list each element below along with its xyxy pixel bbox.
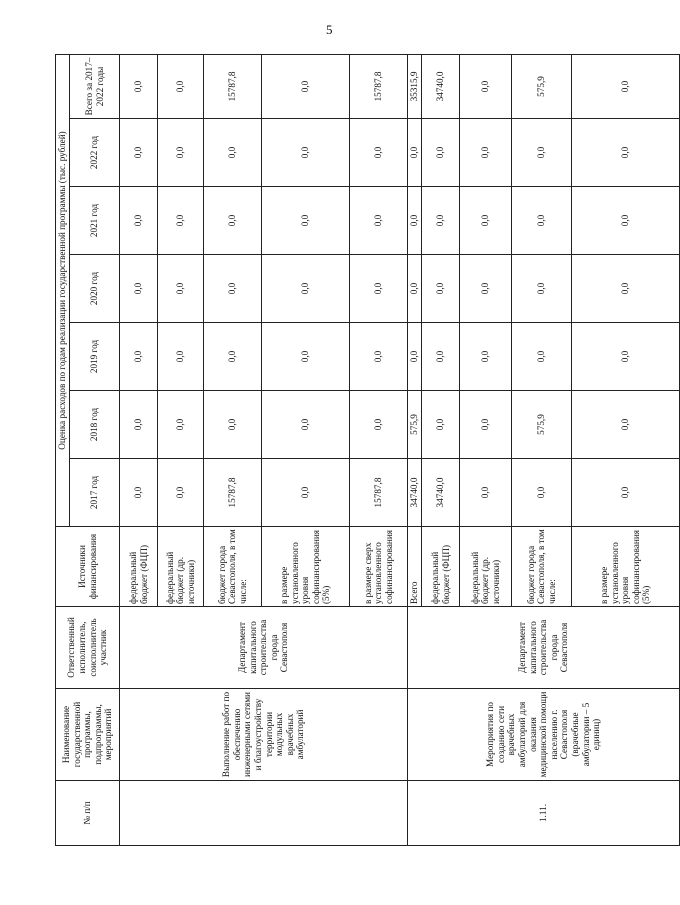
value-cell: 0,0 (158, 119, 204, 187)
source-cell: федеральный бюджет (ФЦП) (120, 527, 158, 607)
value-cell: 0,0 (158, 255, 204, 323)
value-cell: 15787,8 (350, 459, 408, 527)
value-cell: 35315,9 (408, 54, 422, 118)
value-cell: 0,0 (204, 187, 262, 255)
value-cell: 0,0 (408, 255, 422, 323)
value-cell: 15787,8 (204, 459, 262, 527)
header-name: Наименование государственной программы, подпрограммы, мероприятий (56, 689, 120, 781)
source-cell: федеральный бюджет (др. источники) (158, 527, 204, 607)
value-cell: 0,0 (512, 459, 572, 527)
value-cell: 0,0 (512, 323, 572, 391)
value-cell: 0,0 (422, 255, 460, 323)
value-cell: 0,0 (408, 323, 422, 391)
value-cell: 0,0 (158, 187, 204, 255)
value-cell: 0,0 (422, 391, 460, 459)
section-b-executor: Департамент капитального строительства города Севастополя (408, 607, 680, 689)
value-cell: 0,0 (262, 187, 350, 255)
value-cell: 0,0 (408, 187, 422, 255)
table-row (120, 54, 158, 845)
value-cell: 0,0 (158, 54, 204, 118)
value-cell: 34740,0 (422, 54, 460, 118)
value-cell: 0,0 (422, 323, 460, 391)
value-cell: 0,0 (460, 54, 512, 118)
source-cell: в размере сверх установленного софинансирования (350, 527, 408, 607)
value-cell: 0,0 (572, 54, 680, 118)
value-cell: 0,0 (204, 391, 262, 459)
value-cell: 0,0 (262, 391, 350, 459)
value-cell: 0,0 (350, 391, 408, 459)
section-b-num: 1.11. (408, 781, 680, 846)
value-cell: 0,0 (120, 459, 158, 527)
source-cell: федеральный бюджет (др. источники) (460, 527, 512, 607)
value-cell: 575,9 (408, 391, 422, 459)
section-a-executor: Департамент капитального строительства города Севастополя (120, 607, 408, 689)
budget-table-rotated (55, 55, 652, 846)
section-a-num (120, 781, 408, 846)
value-cell: 0,0 (204, 323, 262, 391)
page-number: 5 (326, 22, 333, 37)
source-cell: бюджет города Севастополя, в том числе: (512, 527, 572, 607)
header-year-2020: 2020 год (70, 255, 120, 323)
header-year-2018: 2018 год (70, 391, 120, 459)
value-cell: 0,0 (350, 119, 408, 187)
header-year-2021: 2021 год (70, 187, 120, 255)
source-cell: федеральный бюджет (ФЦП) (422, 527, 460, 607)
value-cell: 0,0 (460, 323, 512, 391)
value-cell: 0,0 (572, 187, 680, 255)
value-cell: 34740,0 (408, 459, 422, 527)
value-cell: 34740,0 (422, 459, 460, 527)
header-year-2022: 2022 год (70, 119, 120, 187)
value-cell: 0,0 (512, 255, 572, 323)
value-cell: 0,0 (262, 119, 350, 187)
source-cell: в размере установленного уровня софинансирования (5%) (572, 527, 680, 607)
value-cell: 15787,8 (204, 54, 262, 118)
value-cell: 0,0 (350, 255, 408, 323)
source-cell: в размере установленного уровня софинансирования (5%) (262, 527, 350, 607)
budget-table (55, 54, 680, 846)
value-cell: 575,9 (512, 54, 572, 118)
value-cell: 0,0 (158, 323, 204, 391)
value-cell: 0,0 (120, 255, 158, 323)
value-cell: 0,0 (572, 323, 680, 391)
value-cell: 0,0 (158, 459, 204, 527)
value-cell: 0,0 (120, 54, 158, 118)
value-cell: 0,0 (572, 255, 680, 323)
section-b-name: Мероприятия по созданию сети врачебных амбулаторий для оказания медицинской помощи населению г. Севастополя (врачебные амбулатории – 5 единиц) (408, 689, 680, 781)
value-cell: 0,0 (204, 255, 262, 323)
value-cell: 0,0 (572, 119, 680, 187)
value-cell: 0,0 (204, 119, 262, 187)
value-cell: 0,0 (460, 391, 512, 459)
value-cell: 0,0 (572, 391, 680, 459)
value-cell: 0,0 (262, 54, 350, 118)
header-year-2017: 2017 год (70, 459, 120, 527)
value-cell: 0,0 (460, 255, 512, 323)
value-cell: 0,0 (120, 323, 158, 391)
header-executor: Ответственный исполнитель, соисполнитель участник (56, 607, 120, 689)
header-year-total: Всего за 2017–2022 годы (70, 54, 120, 118)
value-cell: 0,0 (460, 187, 512, 255)
value-cell: 0,0 (120, 187, 158, 255)
value-cell: 0,0 (262, 323, 350, 391)
table-row (408, 54, 422, 845)
header-sources: Источники финансирования (56, 527, 120, 607)
value-cell: 0,0 (350, 187, 408, 255)
value-cell: 0,0 (512, 187, 572, 255)
value-cell: 0,0 (460, 459, 512, 527)
value-cell: 0,0 (120, 119, 158, 187)
value-cell: 0,0 (350, 323, 408, 391)
value-cell: 0,0 (262, 255, 350, 323)
header-num: № п/п (56, 781, 120, 846)
value-cell: 15787,8 (350, 54, 408, 118)
header-row-1 (56, 54, 70, 845)
value-cell: 0,0 (572, 459, 680, 527)
value-cell: 0,0 (422, 119, 460, 187)
value-cell: 0,0 (512, 119, 572, 187)
value-cell: 0,0 (262, 459, 350, 527)
header-year-2019: 2019 год (70, 323, 120, 391)
value-cell: 0,0 (408, 119, 422, 187)
source-cell: Всего (408, 527, 422, 607)
value-cell: 0,0 (158, 391, 204, 459)
section-a-name: Выполнение работ по обеспечению инженерными сетями и благоустройству территории модульных врачебных амбулаторий (120, 689, 408, 781)
value-cell: 0,0 (460, 119, 512, 187)
value-cell: 575,9 (512, 391, 572, 459)
value-cell: 0,0 (422, 187, 460, 255)
header-estimate: Оценка расходов по годам реализации государственной программы (тыс. рублей) (56, 54, 70, 526)
value-cell: 0,0 (120, 391, 158, 459)
source-cell: бюджет города Севастополя, в том числе: (204, 527, 262, 607)
